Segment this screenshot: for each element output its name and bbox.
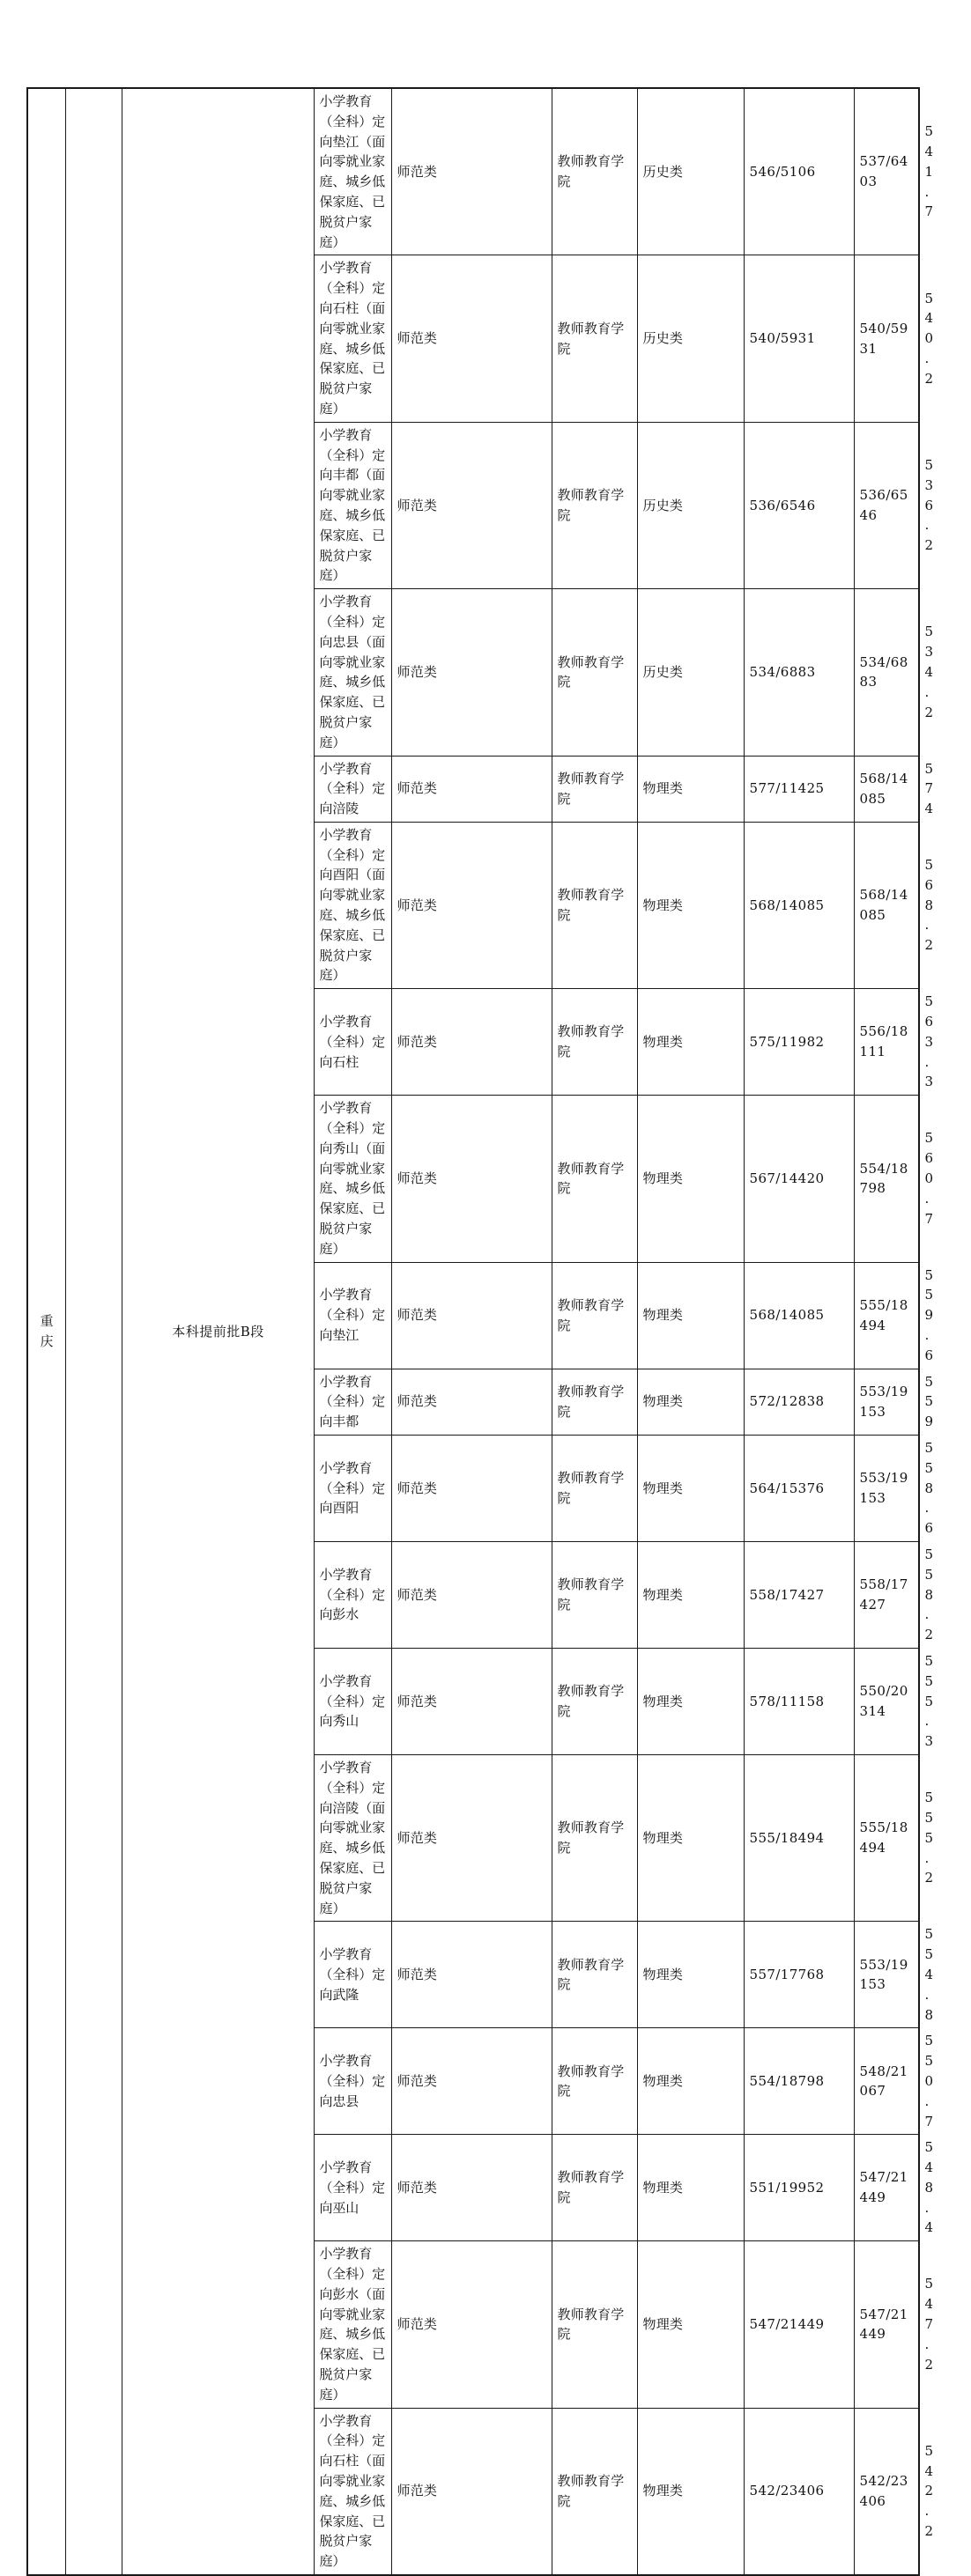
college-name-cell: 教师教育学院 bbox=[552, 2135, 637, 2241]
table-row: 小学教育（全科）定向垫江 师范类 教师教育学院 物理类 568/14085 555/18494 559.6 bbox=[27, 1262, 919, 1369]
highest-score-cell: 568/14085 bbox=[744, 1262, 854, 1369]
major-category-cell: 师范类 bbox=[391, 756, 552, 822]
major-category-cell: 师范类 bbox=[391, 2241, 552, 2408]
highest-score-cell: 564/15376 bbox=[744, 1436, 854, 1542]
major-name-cell: 小学教育（全科）定向秀山 bbox=[314, 1648, 391, 1754]
table-row: 小学教育（全科）定向秀山 师范类 教师教育学院 物理类 578/11158 550/20314 555.3 bbox=[27, 1648, 919, 1754]
lowest-score-cell: 554/18798 bbox=[854, 1096, 919, 1262]
highest-score-cell: 555/18494 bbox=[744, 1754, 854, 1921]
table-row: 小学教育（全科）定向涪陵（面向零就业家庭、城乡低保家庭、已脱贫户家庭） 师范类 教师教育学院 物理类 555/18494 555/18494 555.2 bbox=[27, 1754, 919, 1921]
major-category-cell: 师范类 bbox=[391, 589, 552, 756]
lowest-score-cell: 534/6883 bbox=[854, 589, 919, 756]
lowest-score-cell: 568/14085 bbox=[854, 756, 919, 822]
subject-type-cell: 历史类 bbox=[637, 422, 744, 588]
subject-type-cell: 物理类 bbox=[637, 1436, 744, 1542]
major-name-cell: 小学教育（全科）定向垫江（面向零就业家庭、城乡低保家庭、已脱贫户家庭） bbox=[314, 88, 391, 255]
subject-type-cell: 物理类 bbox=[637, 1648, 744, 1754]
subject-type-cell: 物理类 bbox=[637, 2408, 744, 2575]
table-row: 小学教育（全科）定向涪陵 师范类 教师教育学院 物理类 577/11425 568/14085 574 bbox=[27, 756, 919, 822]
college-name-cell: 教师教育学院 bbox=[552, 1648, 637, 1754]
major-category-cell: 师范类 bbox=[391, 1922, 552, 2028]
major-category-cell: 师范类 bbox=[391, 88, 552, 255]
highest-score-cell: 554/18798 bbox=[744, 2028, 854, 2135]
subject-type-cell: 物理类 bbox=[637, 989, 744, 1096]
major-category-cell: 师范类 bbox=[391, 1262, 552, 1369]
table-row: 小学教育（全科）定向彭水（面向零就业家庭、城乡低保家庭、已脱贫户家庭） 师范类 教师教育学院 物理类 547/21449 547/21449 547.2 bbox=[27, 2241, 919, 2408]
college-name-cell: 教师教育学院 bbox=[552, 1096, 637, 1262]
subject-type-cell: 物理类 bbox=[637, 822, 744, 988]
major-name-cell: 小学教育（全科）定向武隆 bbox=[314, 1922, 391, 2028]
highest-score-cell: 546/5106 bbox=[744, 88, 854, 255]
college-name-cell: 教师教育学院 bbox=[552, 1754, 637, 1921]
major-name-cell: 小学教育（全科）定向石柱 bbox=[314, 989, 391, 1096]
major-name-cell: 小学教育（全科）定向涪陵（面向零就业家庭、城乡低保家庭、已脱贫户家庭） bbox=[314, 1754, 391, 1921]
subject-type-cell: 物理类 bbox=[637, 1262, 744, 1369]
college-name-cell: 教师教育学院 bbox=[552, 2241, 637, 2408]
college-name-cell: 教师教育学院 bbox=[552, 989, 637, 1096]
major-category-cell: 师范类 bbox=[391, 2135, 552, 2241]
lowest-score-cell: 536/6546 bbox=[854, 422, 919, 588]
highest-score-cell: 577/11425 bbox=[744, 756, 854, 822]
lowest-score-cell: 553/19153 bbox=[854, 1922, 919, 2028]
highest-score-cell: 558/17427 bbox=[744, 1541, 854, 1648]
major-category-cell: 师范类 bbox=[391, 1096, 552, 1262]
major-name-cell: 小学教育（全科）定向酉阳 bbox=[314, 1436, 391, 1542]
college-name-cell: 教师教育学院 bbox=[552, 756, 637, 822]
lowest-score-cell: 568/14085 bbox=[854, 822, 919, 988]
table-row: 小学教育（全科）定向石柱（面向零就业家庭、城乡低保家庭、已脱贫户家庭） 师范类 教师教育学院 历史类 540/5931 540/5931 540.2 bbox=[27, 255, 919, 422]
blank-column-cell bbox=[65, 88, 122, 2575]
major-name-cell: 小学教育（全科）定向石柱（面向零就业家庭、城乡低保家庭、已脱贫户家庭） bbox=[314, 255, 391, 422]
college-name-cell: 教师教育学院 bbox=[552, 1922, 637, 2028]
lowest-score-cell: 553/19153 bbox=[854, 1436, 919, 1542]
highest-score-cell: 568/14085 bbox=[744, 822, 854, 988]
major-name-cell: 小学教育（全科）定向彭水 bbox=[314, 1541, 391, 1648]
major-name-cell: 小学教育（全科）定向涪陵 bbox=[314, 756, 391, 822]
major-name-cell: 小学教育（全科）定向酉阳（面向零就业家庭、城乡低保家庭、已脱贫户家庭） bbox=[314, 822, 391, 988]
table-row: 小学教育（全科）定向忠县 师范类 教师教育学院 物理类 554/18798 548/21067 550.7 bbox=[27, 2028, 919, 2135]
table-row: 小学教育（全科）定向酉阳（面向零就业家庭、城乡低保家庭、已脱贫户家庭） 师范类 教师教育学院 物理类 568/14085 568/14085 568.2 bbox=[27, 822, 919, 988]
subject-type-cell: 物理类 bbox=[637, 2135, 744, 2241]
subject-type-cell: 物理类 bbox=[637, 1922, 744, 2028]
table-row: 重庆 本科提前批B段 小学教育（全科）定向垫江（面向零就业家庭、城乡低保家庭、已脱贫户家庭） 师范类 教师教育学院 历史类 546/5106 537/6403 541.7 bbox=[27, 88, 919, 255]
score-table-container bbox=[26, 87, 934, 2576]
major-category-cell: 师范类 bbox=[391, 255, 552, 422]
table-row: 小学教育（全科）定向彭水 师范类 教师教育学院 物理类 558/17427 558/17427 558.2 bbox=[27, 1541, 919, 1648]
subject-type-cell: 历史类 bbox=[637, 255, 744, 422]
major-category-cell: 师范类 bbox=[391, 1754, 552, 1921]
lowest-score-cell: 550/20314 bbox=[854, 1648, 919, 1754]
lowest-score-cell: 547/21449 bbox=[854, 2135, 919, 2241]
lowest-score-cell: 540/5931 bbox=[854, 255, 919, 422]
highest-score-cell: 575/11982 bbox=[744, 989, 854, 1096]
college-name-cell: 教师教育学院 bbox=[552, 2408, 637, 2575]
subject-type-cell: 物理类 bbox=[637, 1754, 744, 1921]
highest-score-cell: 578/11158 bbox=[744, 1648, 854, 1754]
highest-score-cell: 557/17768 bbox=[744, 1922, 854, 2028]
college-name-cell: 教师教育学院 bbox=[552, 1262, 637, 1369]
major-name-cell: 小学教育（全科）定向忠县（面向零就业家庭、城乡低保家庭、已脱贫户家庭） bbox=[314, 589, 391, 756]
table-row: 小学教育（全科）定向丰都 师范类 教师教育学院 物理类 572/12838 553/19153 559 bbox=[27, 1369, 919, 1435]
major-name-cell: 小学教育（全科）定向石柱（面向零就业家庭、城乡低保家庭、已脱贫户家庭） bbox=[314, 2408, 391, 2575]
major-name-cell: 小学教育（全科）定向秀山（面向零就业家庭、城乡低保家庭、已脱贫户家庭） bbox=[314, 1096, 391, 1262]
major-name-cell: 小学教育（全科）定向忠县 bbox=[314, 2028, 391, 2135]
lowest-score-cell: 555/18494 bbox=[854, 1754, 919, 1921]
lowest-score-cell: 558/17427 bbox=[854, 1541, 919, 1648]
major-category-cell: 师范类 bbox=[391, 2408, 552, 2575]
highest-score-cell: 542/23406 bbox=[744, 2408, 854, 2575]
college-name-cell: 教师教育学院 bbox=[552, 1369, 637, 1435]
major-name-cell: 小学教育（全科）定向丰都 bbox=[314, 1369, 391, 1435]
major-category-cell: 师范类 bbox=[391, 989, 552, 1096]
major-name-cell: 小学教育（全科）定向丰都（面向零就业家庭、城乡低保家庭、已脱贫户家庭） bbox=[314, 422, 391, 588]
college-name-cell: 教师教育学院 bbox=[552, 1541, 637, 1648]
subject-type-cell: 历史类 bbox=[637, 589, 744, 756]
major-category-cell: 师范类 bbox=[391, 2028, 552, 2135]
highest-score-cell: 547/21449 bbox=[744, 2241, 854, 2408]
subject-type-cell: 物理类 bbox=[637, 756, 744, 822]
major-name-cell: 小学教育（全科）定向垫江 bbox=[314, 1262, 391, 1369]
lowest-score-cell: 553/19153 bbox=[854, 1369, 919, 1435]
lowest-score-cell: 542/23406 bbox=[854, 2408, 919, 2575]
table-row: 小学教育（全科）定向石柱 师范类 教师教育学院 物理类 575/11982 556/18111 563.3 bbox=[27, 989, 919, 1096]
college-name-cell: 教师教育学院 bbox=[552, 88, 637, 255]
college-name-cell: 教师教育学院 bbox=[552, 2028, 637, 2135]
subject-type-cell: 历史类 bbox=[637, 88, 744, 255]
highest-score-cell: 540/5931 bbox=[744, 255, 854, 422]
table-row: 小学教育（全科）定向秀山（面向零就业家庭、城乡低保家庭、已脱贫户家庭） 师范类 教师教育学院 物理类 567/14420 554/18798 560.7 bbox=[27, 1096, 919, 1262]
province-cell: 重庆 bbox=[27, 88, 65, 2575]
highest-score-cell: 551/19952 bbox=[744, 2135, 854, 2241]
major-category-cell: 师范类 bbox=[391, 1436, 552, 1542]
highest-score-cell: 567/14420 bbox=[744, 1096, 854, 1262]
subject-type-cell: 物理类 bbox=[637, 2241, 744, 2408]
college-name-cell: 教师教育学院 bbox=[552, 422, 637, 588]
college-name-cell: 教师教育学院 bbox=[552, 589, 637, 756]
highest-score-cell: 572/12838 bbox=[744, 1369, 854, 1435]
lowest-score-cell: 555/18494 bbox=[854, 1262, 919, 1369]
major-category-cell: 师范类 bbox=[391, 1369, 552, 1435]
lowest-score-cell: 537/6403 bbox=[854, 88, 919, 255]
college-name-cell: 教师教育学院 bbox=[552, 1436, 637, 1542]
subject-type-cell: 物理类 bbox=[637, 1541, 744, 1648]
college-name-cell: 教师教育学院 bbox=[552, 822, 637, 988]
lowest-score-cell: 556/18111 bbox=[854, 989, 919, 1096]
major-category-cell: 师范类 bbox=[391, 1541, 552, 1648]
major-name-cell: 小学教育（全科）定向彭水（面向零就业家庭、城乡低保家庭、已脱贫户家庭） bbox=[314, 2241, 391, 2408]
major-name-cell: 小学教育（全科）定向巫山 bbox=[314, 2135, 391, 2241]
lowest-score-cell: 548/21067 bbox=[854, 2028, 919, 2135]
admission-score-table bbox=[26, 87, 934, 2576]
subject-type-cell: 物理类 bbox=[637, 1369, 744, 1435]
major-category-cell: 师范类 bbox=[391, 1648, 552, 1754]
college-name-cell: 教师教育学院 bbox=[552, 255, 637, 422]
table-row: 小学教育（全科）定向酉阳 师范类 教师教育学院 物理类 564/15376 553/19153 558.6 bbox=[27, 1436, 919, 1542]
table-row: 小学教育（全科）定向丰都（面向零就业家庭、城乡低保家庭、已脱贫户家庭） 师范类 教师教育学院 历史类 536/6546 536/6546 536.2 bbox=[27, 422, 919, 588]
table-row: 小学教育（全科）定向忠县（面向零就业家庭、城乡低保家庭、已脱贫户家庭） 师范类 教师教育学院 历史类 534/6883 534/6883 534.2 bbox=[27, 589, 919, 756]
highest-score-cell: 534/6883 bbox=[744, 589, 854, 756]
table-row: 小学教育（全科）定向石柱（面向零就业家庭、城乡低保家庭、已脱贫户家庭） 师范类 教师教育学院 物理类 542/23406 542/23406 542.2 bbox=[27, 2408, 919, 2575]
table-row: 小学教育（全科）定向武隆 师范类 教师教育学院 物理类 557/17768 553/19153 554.8 bbox=[27, 1922, 919, 2028]
major-category-cell: 师范类 bbox=[391, 822, 552, 988]
table-body bbox=[27, 88, 934, 2575]
major-category-cell: 师范类 bbox=[391, 422, 552, 588]
subject-type-cell: 物理类 bbox=[637, 1096, 744, 1262]
table-row: 小学教育（全科）定向巫山 师范类 教师教育学院 物理类 551/19952 547/21449 548.4 bbox=[27, 2135, 919, 2241]
lowest-score-cell: 547/21449 bbox=[854, 2241, 919, 2408]
subject-type-cell: 物理类 bbox=[637, 2028, 744, 2135]
highest-score-cell: 536/6546 bbox=[744, 422, 854, 588]
batch-cell: 本科提前批B段 bbox=[122, 88, 314, 2575]
